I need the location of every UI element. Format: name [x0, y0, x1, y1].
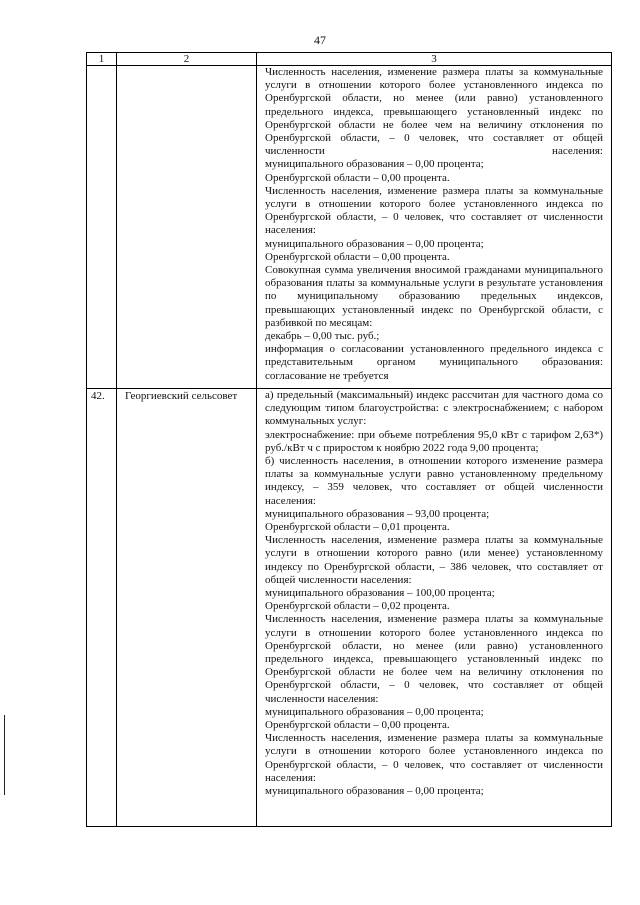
paragraph: муниципального образования – 0,00 процента;: [265, 785, 484, 798]
table-row: [87, 389, 612, 827]
table-header-row: [87, 53, 612, 66]
paragraph: Оренбургской области – 0,00 процента.: [265, 171, 450, 184]
paragraph: муниципального образования – 100,00 процента;: [265, 587, 495, 600]
paragraph: муниципального образования – 0,00 процента;: [265, 237, 484, 250]
paragraph: Численность населения, изменение размера платы за коммунальные услуги в отношении которого более установленного индекса по Оренбургской области, – 0 человек, что составляет от численности населения:: [265, 184, 603, 237]
paragraph: Численность населения, изменение размера платы за коммунальные услуги в отношении которого более установленного индекса по Оренбургской области, но менее (или равно) установленного предельного индекса, превышающего установленный индекс по Оренбургской области не более чем на величину отклонения по Оренбургской области, – 0 человек, что составляет от общей численности населения:: [265, 66, 603, 158]
municipality-name: [117, 66, 257, 389]
row-content: [257, 389, 612, 827]
paragraph: декабрь – 0,00 тыс. руб.;: [265, 330, 380, 343]
paragraph: а) предельный (максимальный) индекс рассчитан для частного дома со следующим типом благоустройства: с электроснабжением; с набором коммунальных услуг:: [265, 389, 603, 428]
row-content: [257, 66, 612, 389]
paragraph: муниципального образования – 0,00 процента;: [265, 158, 484, 171]
row-number: [87, 66, 117, 389]
paragraph: электроснабжение: при объеме потребления 95,0 кВт с тарифом 2,63*) руб./кВт ч с приростом к ноябрю 2022 года 9,00 процента;: [265, 428, 603, 454]
paragraph: Численность населения, изменение размера платы за коммунальные услуги в отношении которого более установленного индекса по Оренбургской области, – 0 человек, что составляет от численности населения:: [265, 732, 603, 784]
paragraph: Численность населения, изменение размера платы за коммунальные услуги в отношении которого более установленного индекса по Оренбургской области, но менее (или равно) установленного предельного индекса, превышающего установленный индекс по Оренбургской области не более чем на величину отклонения по Оренбургской области, – 0 человек, что составляет от общей численности населения:: [265, 613, 603, 705]
page-number: 47: [314, 33, 326, 47]
paragraph: муниципального образования – 93,00 процента;: [265, 507, 490, 520]
column-header-2: 2: [117, 53, 257, 66]
scan-edge-line: [4, 715, 5, 795]
column-header-1: 1: [87, 53, 117, 66]
paragraph: Оренбургской области – 0,00 процента.: [265, 719, 450, 732]
data-table: [86, 52, 612, 827]
column-header-3: 3: [257, 53, 612, 66]
paragraph: Численность населения, изменение размера платы за коммунальные услуги в отношении которого равно (или менее) установленному индексу по Оренбургской области, – 386 человек, что составляет от общей численности населения:: [265, 534, 603, 586]
paragraph: Оренбургской области – 0,01 процента.: [265, 521, 450, 534]
row-number: 42.: [87, 389, 117, 827]
table-row: [87, 66, 612, 389]
municipality-name: Георгиевский сельсовет: [117, 389, 257, 827]
paragraph: б) численность населения, в отношении которого изменение размера платы за коммунальные услуги равно установленному предельному индексу, – 359 человек, что составляет от общей численности населения:: [265, 455, 603, 507]
paragraph: Совокупная сумма увеличения вносимой гражданами муниципального образования платы за коммунальные услуги в результате установления по муниципальному образованию предельных индексов, превышающих установленный индекс по Оренбургской области, с разбивкой по месяцам:: [265, 264, 603, 329]
paragraph: Оренбургской области – 0,02 процента.: [265, 600, 450, 613]
paragraph: Оренбургской области – 0,00 процента.: [265, 250, 450, 263]
paragraph: информация о согласовании установленного предельного индекса с представительным органом муниципального образования: согласование не требуется: [265, 343, 603, 382]
paragraph: муниципального образования – 0,00 процента;: [265, 705, 484, 718]
